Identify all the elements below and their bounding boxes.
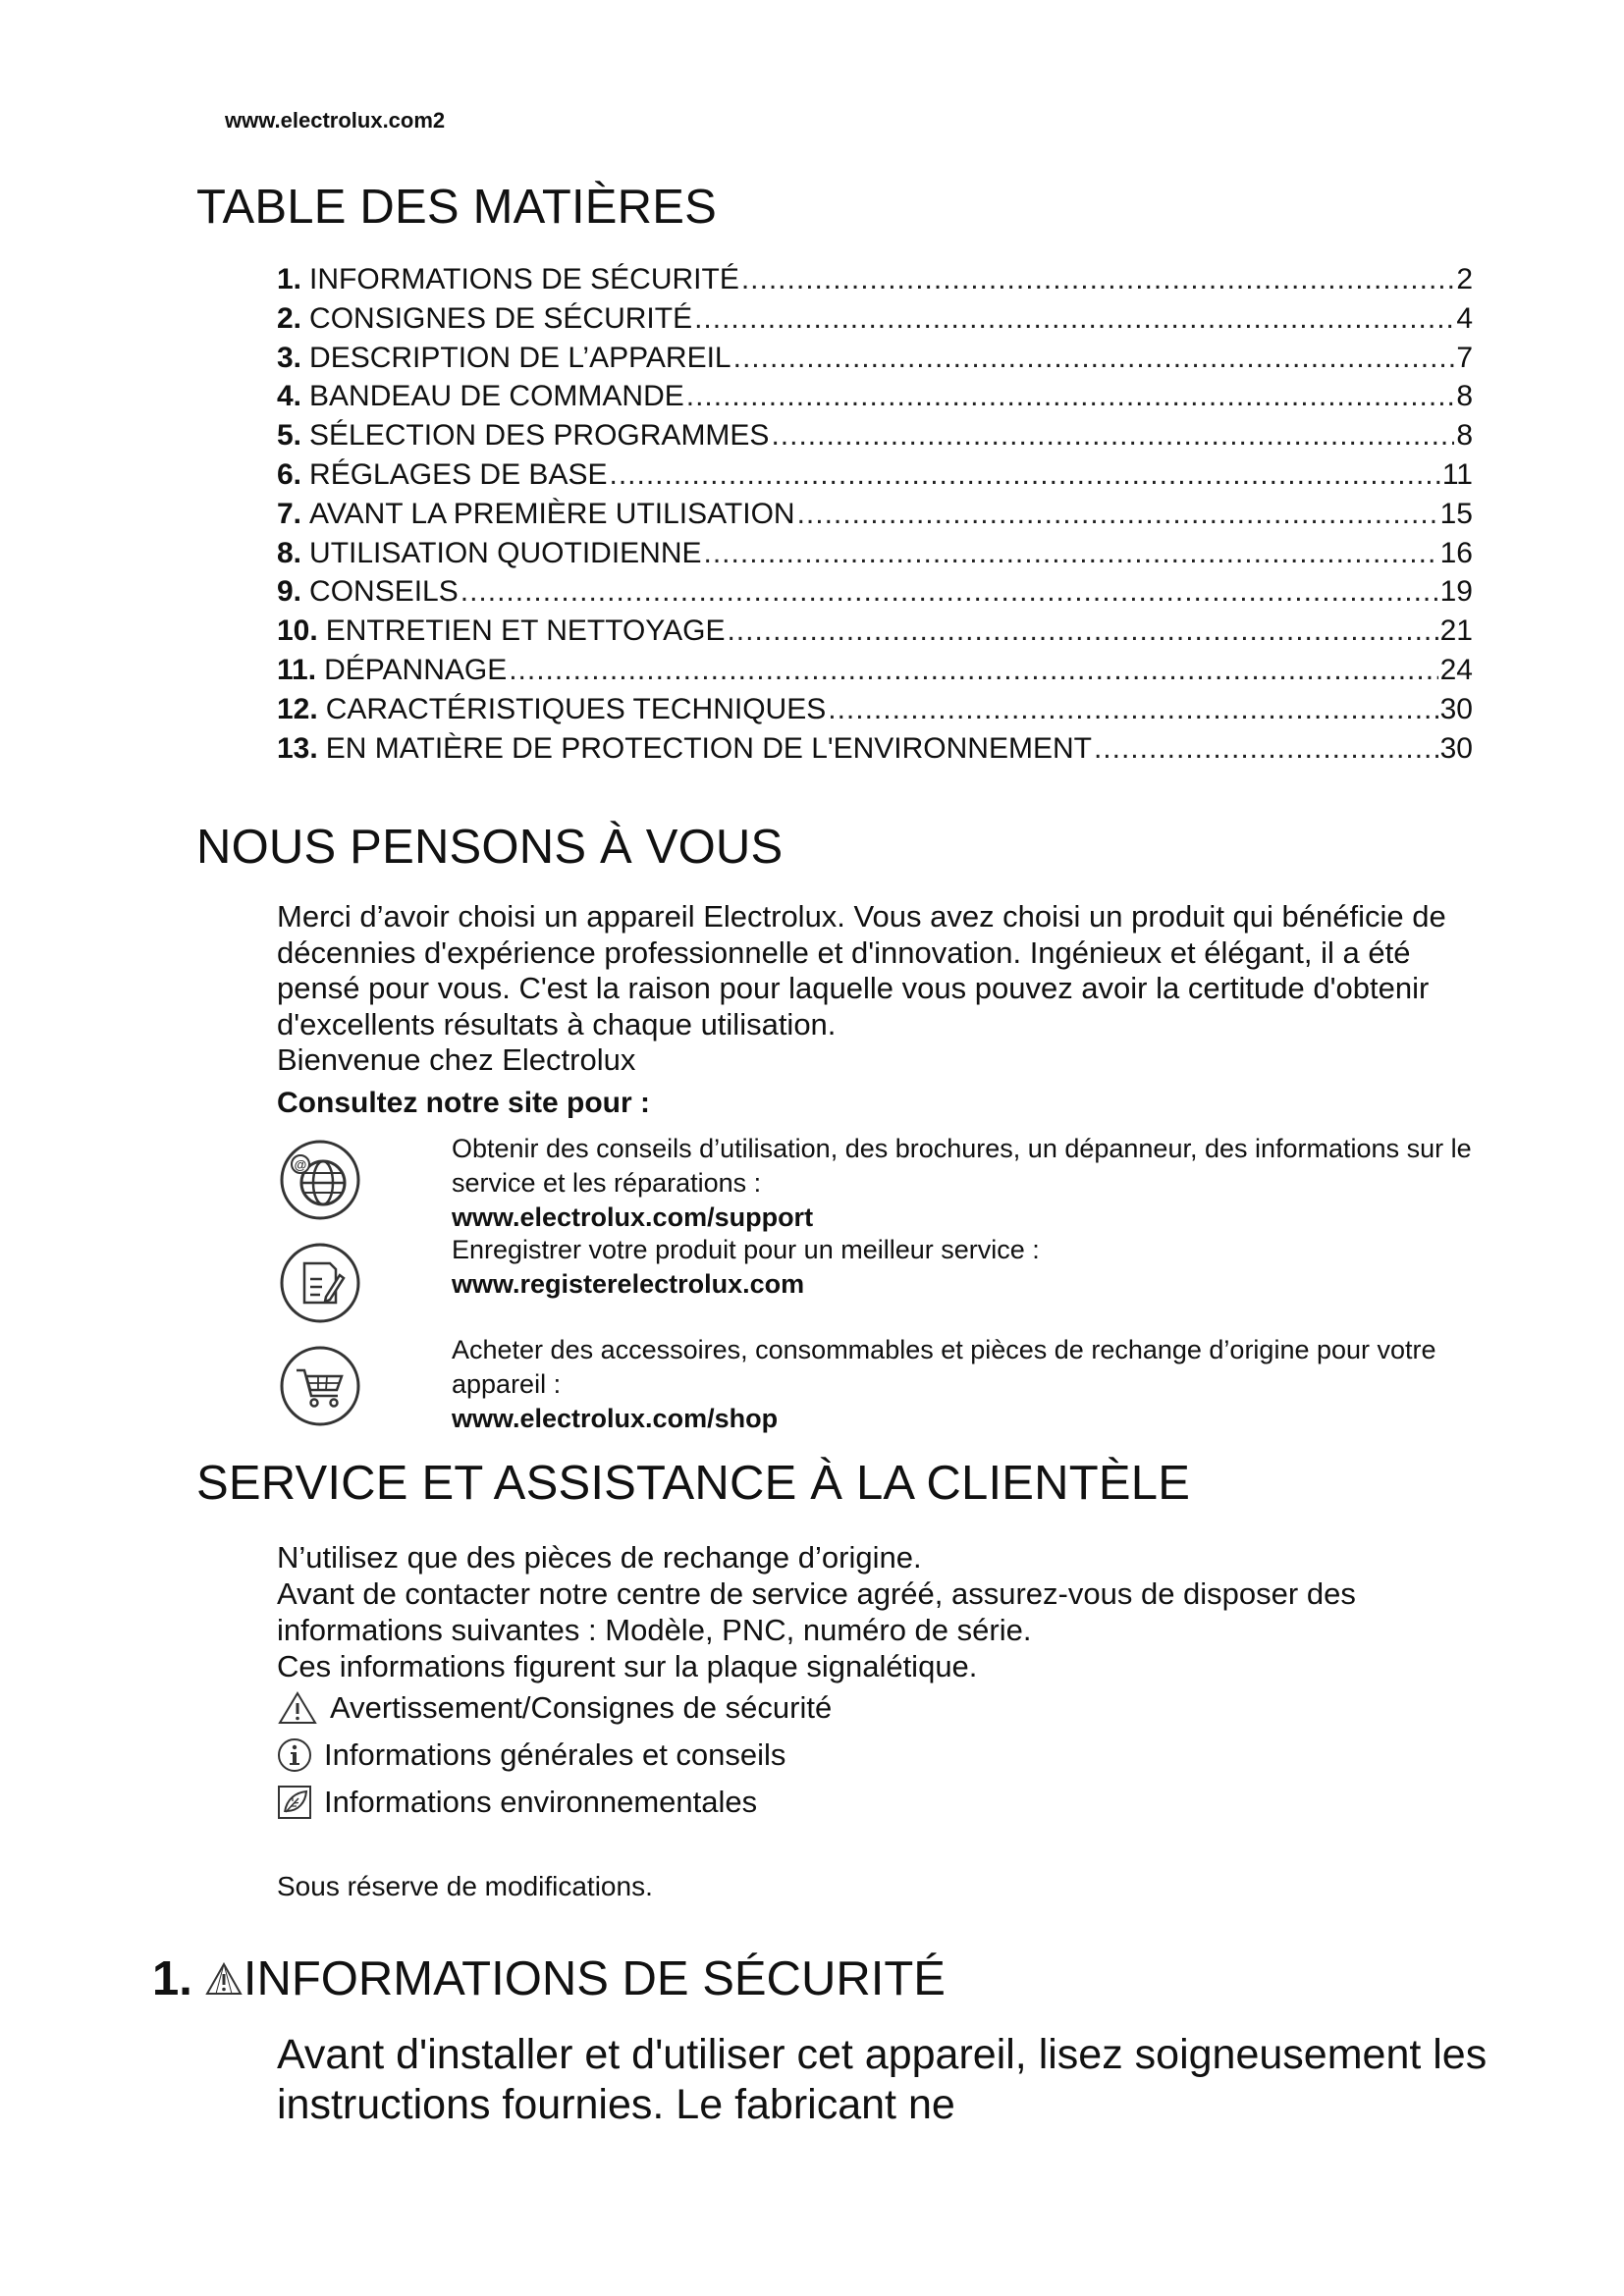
- service-line: Ces informations figurent sur la plaque signalétique.: [277, 1649, 978, 1683]
- toc-item-number: 3.: [277, 341, 302, 374]
- section-1-body: Avant d'installer et d'utiliser cet appareil, lisez soigneusement les instructions fournies. Le fabricant ne: [277, 2031, 1488, 2128]
- toc-item-label: EN MATIÈRE DE PROTECTION DE L'ENVIRONNEMENT: [325, 731, 1092, 765]
- section-1-title: [152, 1951, 946, 2006]
- toc-item[interactable]: [277, 693, 1473, 732]
- globe-icon: [279, 1139, 361, 1221]
- toc-item[interactable]: [277, 380, 1473, 419]
- section-title-thinking: NOUS PENSONS À VOUS: [196, 821, 784, 874]
- service-register-text: Enregistrer votre produit pour un meilleur service :: [452, 1235, 1040, 1264]
- service-shop-text: Acheter des accessoires, consommables et pièces de rechange d’origine pour votre appareil :: [452, 1335, 1436, 1399]
- toc-item-number: 4.: [277, 380, 302, 413]
- toc-item-number: 9.: [277, 575, 302, 609]
- shop-link[interactable]: www.electrolux.com/shop: [452, 1404, 779, 1433]
- toc-item-page: 30: [1439, 692, 1473, 725]
- toc-item-label: RÉGLAGES DE BASE: [309, 457, 608, 491]
- section-1-number: 1.: [152, 1952, 192, 2005]
- toc-leader-dots: [686, 380, 1455, 413]
- toc-item-page: 7: [1456, 341, 1473, 374]
- toc-leader-dots: [741, 263, 1454, 296]
- toc-leader-dots: [460, 575, 1438, 609]
- toc-leader-dots: [694, 302, 1454, 336]
- toc-item[interactable]: [277, 614, 1473, 654]
- leaf-icon: [277, 1785, 312, 1820]
- cart-icon: [279, 1345, 361, 1427]
- toc-item-label: DESCRIPTION DE L’APPAREIL: [309, 341, 731, 374]
- toc-item-number: 5.: [277, 419, 302, 453]
- section-1-label: INFORMATIONS DE SÉCURITÉ: [243, 1952, 946, 2005]
- service-shop: [452, 1333, 1492, 1436]
- toc-item[interactable]: [277, 498, 1473, 537]
- toc-item-number: 12.: [277, 692, 318, 725]
- legend-warning-label: Avertissement/Consignes de sécurité: [330, 1690, 833, 1725]
- toc-leader-dots: [733, 342, 1455, 375]
- toc-item-page: 4: [1456, 301, 1473, 335]
- toc-leader-dots: [704, 537, 1438, 570]
- toc-leader-dots: [771, 419, 1454, 453]
- toc-item-label: INFORMATIONS DE SÉCURITÉ: [309, 263, 739, 295]
- toc-leader-dots: [1094, 732, 1438, 766]
- toc-item[interactable]: [277, 732, 1473, 772]
- toc-item[interactable]: [277, 654, 1473, 693]
- toc-item[interactable]: [277, 537, 1473, 576]
- legend-info: [277, 1737, 785, 1773]
- register-icon: [279, 1242, 361, 1324]
- toc-item-label: ENTRETIEN ET NETTOYAGE: [325, 614, 726, 648]
- intro-text: [277, 899, 1485, 1079]
- table-of-contents: [277, 263, 1473, 771]
- register-link[interactable]: www.registerelectrolux.com: [452, 1269, 805, 1299]
- service-support: [452, 1132, 1492, 1235]
- service-line: Avant de contacter notre centre de service agréé, assurez-vous de disposer des informations suivantes : Modèle, PNC, numéro de série.: [277, 1576, 1356, 1647]
- toc-item-label: UTILISATION QUOTIDIENNE: [309, 536, 702, 569]
- toc-item-label: CONSIGNES DE SÉCURITÉ: [309, 301, 693, 335]
- welcome-line: Bienvenue chez Electrolux: [277, 1042, 636, 1077]
- toc-item-page: 8: [1456, 380, 1473, 413]
- service-register: [452, 1233, 1492, 1302]
- toc-item-label: SÉLECTION DES PROGRAMMES: [309, 419, 770, 453]
- toc-item-page: 21: [1439, 614, 1473, 648]
- legend-environment: [277, 1785, 757, 1820]
- modification-notice: Sous réserve de modifications.: [277, 1871, 653, 1901]
- toc-leader-dots: [727, 614, 1437, 648]
- section-title-service: SERVICE ET ASSISTANCE À LA CLIENTÈLE: [196, 1457, 1191, 1510]
- site-url[interactable]: www.electrolux.com2: [225, 108, 446, 133]
- svg-text:@: @: [294, 1157, 307, 1172]
- toc-item-page: 15: [1439, 497, 1473, 530]
- toc-item[interactable]: [277, 458, 1473, 498]
- warning-icon: [204, 1961, 244, 1997]
- warning-icon: [277, 1690, 318, 1726]
- service-line: N’utilisez que des pièces de rechange d’origine.: [277, 1540, 922, 1575]
- service-body: [277, 1539, 1494, 1684]
- legend-environment-label: Informations environnementales: [324, 1785, 758, 1819]
- legend-info-label: Informations générales et conseils: [324, 1737, 786, 1772]
- toc-leader-dots: [509, 654, 1437, 687]
- toc-item-number: 13.: [277, 731, 318, 765]
- toc-item-page: 2: [1456, 263, 1473, 295]
- toc-leader-dots: [797, 498, 1438, 531]
- intro-paragraph: Merci d’avoir choisi un appareil Electrolux. Vous avez choisi un produit qui bénéficie de décennies d'expérience professionnelle et d'innovation. Ingénieux et élégant, il a été pensé pour vous. C'est la raison pour laquelle vous pouvez avoir la certitude d'obtenir d'excellents résultats à chaque utilisation.: [277, 899, 1446, 1041]
- toc-item[interactable]: [277, 263, 1473, 302]
- toc-item-number: 7.: [277, 497, 302, 530]
- toc-item-page: 19: [1439, 575, 1473, 609]
- support-link[interactable]: www.electrolux.com/support: [452, 1202, 814, 1232]
- toc-item-number: 6.: [277, 457, 302, 491]
- toc-item-page: 24: [1439, 653, 1473, 686]
- toc-item-label: CONSEILS: [309, 575, 459, 609]
- toc-item-page: 8: [1456, 419, 1473, 453]
- toc-item-number: 2.: [277, 301, 302, 335]
- toc-item[interactable]: [277, 302, 1473, 342]
- toc-item-number: 11.: [277, 653, 317, 686]
- service-support-text: Obtenir des conseils d’utilisation, des brochures, un dépanneur, des informations sur le service et les réparations :: [452, 1134, 1472, 1198]
- toc-leader-dots: [828, 693, 1437, 726]
- toc-item[interactable]: [277, 342, 1473, 381]
- toc-item[interactable]: [277, 419, 1473, 458]
- legend-warning: [277, 1690, 832, 1726]
- toc-item-number: 1.: [277, 263, 302, 295]
- toc-item-label: CARACTÉRISTIQUES TECHNIQUES: [325, 692, 827, 725]
- consult-heading: Consultez notre site pour :: [277, 1087, 651, 1119]
- toc-item[interactable]: [277, 575, 1473, 614]
- toc-item-page: 16: [1439, 536, 1473, 569]
- toc-item-number: 8.: [277, 536, 302, 569]
- toc-item-label: DÉPANNAGE: [324, 653, 508, 686]
- toc-leader-dots: [609, 458, 1439, 492]
- toc-title: TABLE DES MATIÈRES: [196, 181, 718, 234]
- info-icon: [277, 1737, 312, 1773]
- toc-item-label: BANDEAU DE COMMANDE: [309, 380, 684, 413]
- toc-item-page: 30: [1439, 731, 1473, 765]
- toc-item-number: 10.: [277, 614, 318, 648]
- toc-item-page: 11: [1441, 457, 1473, 491]
- toc-item-label: AVANT LA PREMIÈRE UTILISATION: [309, 497, 795, 530]
